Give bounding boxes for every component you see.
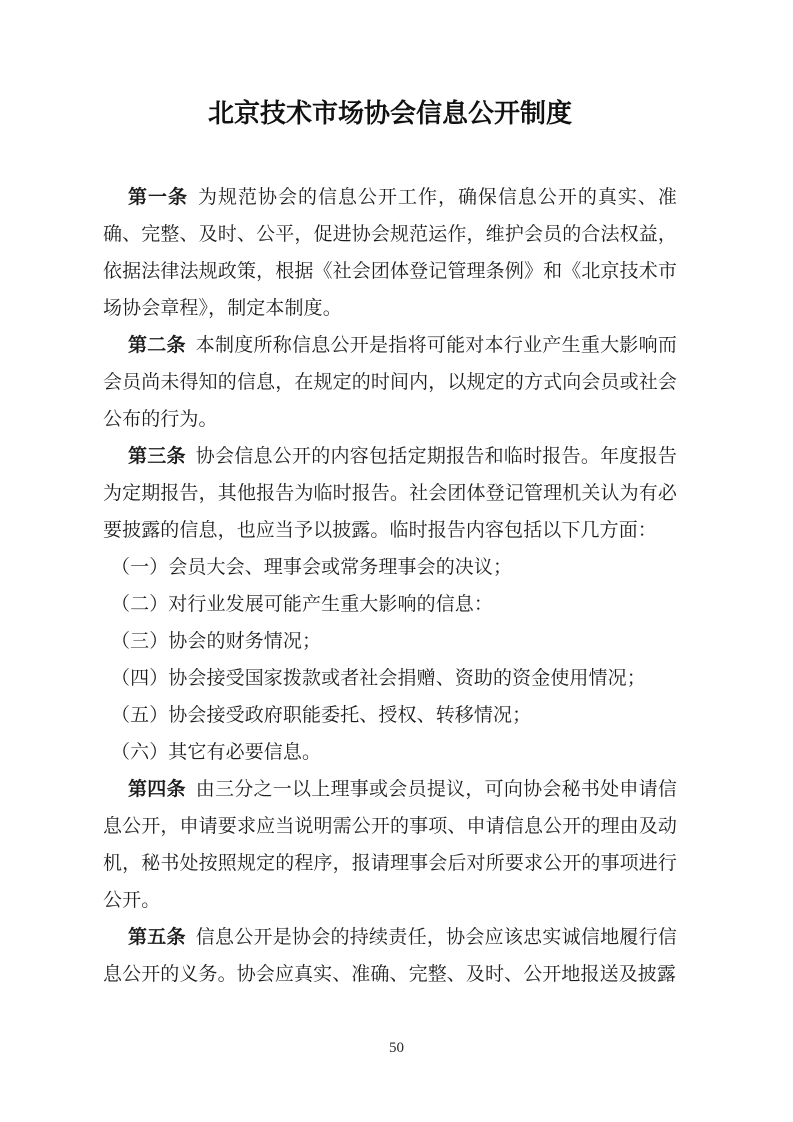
article-number: 第四条 (128, 779, 186, 800)
list-item-3: （三）协会的财务情况； (111, 631, 322, 652)
article-number: 第三条 (128, 446, 186, 467)
article-number: 第二条 (128, 335, 186, 356)
article-text: 信息公开是协会的持续责任，协会应该忠实诚信地履行信息公开的义务。协会应真实、准确、完整、及时、公开地报送及披露 (103, 927, 677, 985)
article-paragraph-5 (103, 919, 677, 993)
article-number: 第一条 (128, 187, 188, 208)
list-item-6: （六）其它有必要信息。 (111, 742, 322, 763)
article-paragraph-4 (103, 771, 677, 919)
article-text: 本制度所称信息公开是指将可能对本行业产生重大影响而会员尚未得知的信息，在规定的时间内，以规定的方式向会员或社会公布的行为。 (103, 335, 677, 430)
document-body (103, 179, 677, 993)
article-number: 第五条 (128, 927, 186, 948)
list-item-4: （四）协会接受国家拨款或者社会捐赠、资助的资金使用情况； (111, 668, 646, 689)
list-item-1: （一）会员大会、理事会或常务理事会的决议； (111, 557, 513, 578)
list-item-5: （五）协会接受政府职能委托、授权、转移情况； (111, 705, 532, 726)
article-paragraph-1 (103, 179, 677, 327)
article-text: 协会信息公开的内容包括定期报告和临时报告。年度报告为定期报告，其他报告为临时报告。社会团体登记管理机关认为有必要披露的信息，也应当予以披露。临时报告内容包括以下几方面： (103, 446, 677, 541)
document-title: 北京技术市场协会信息公开制度 (207, 99, 572, 128)
document-content (103, 0, 677, 993)
list-item-2: （二）对行业发展可能产生重大影响的信息： (111, 594, 494, 615)
article-paragraph-3 (103, 438, 677, 549)
article-text: 由三分之一以上理事或会员提议，可向协会秘书处申请信息公开，申请要求应当说明需公开的事项、申请信息公开的理由及动机，秘书处按照规定的程序，报请理事会后对所要求公开的事项进行公开。 (103, 779, 677, 911)
article-paragraph-2 (103, 327, 677, 438)
page-number: 50 (389, 1040, 404, 1056)
article-text: 为规范协会的信息公开工作，确保信息公开的真实、准确、完整、及时、公平，促进协会规范运作，维护会员的合法权益，依据法律法规政策，根据《社会团体登记管理条例》和《北京技术市场协会章程》，制定本制度。 (103, 187, 677, 319)
